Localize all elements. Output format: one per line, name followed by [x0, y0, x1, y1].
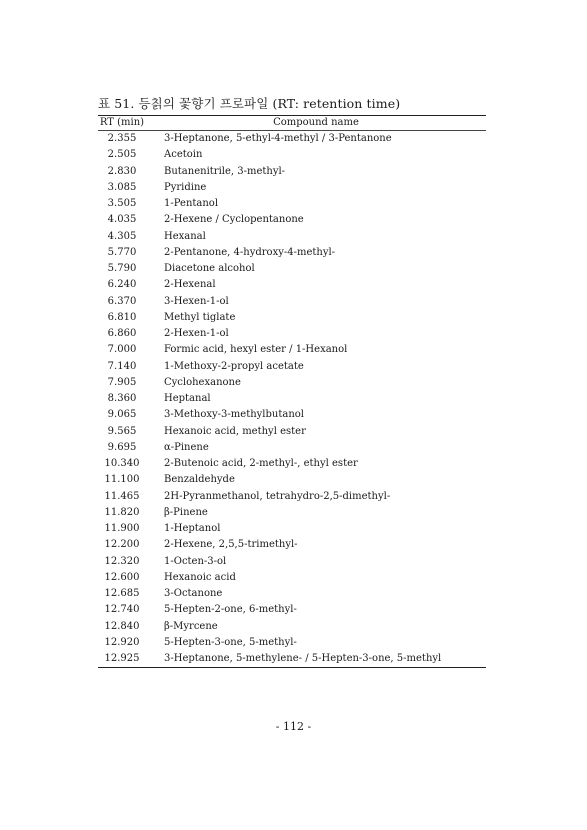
rt-cell: 5.770	[107, 246, 137, 258]
table-row	[98, 147, 486, 163]
table-row	[98, 310, 486, 326]
compound-name-cell: 3-Octanone	[164, 588, 223, 599]
rt-cell: 6.810	[107, 311, 137, 323]
rt-cell: 11.100	[104, 474, 140, 486]
rt-cell: 12.920	[104, 636, 140, 648]
rt-cell: 8.360	[107, 393, 137, 404]
rt-cell: 9.065	[107, 409, 137, 421]
compound-name-cell: 3-Hexen-1-ol	[164, 295, 229, 307]
rt-cell: 2.830	[107, 165, 137, 177]
compound-name-cell: Methyl tiglate	[164, 311, 236, 323]
table-row	[98, 277, 486, 293]
rt-cell: 12.320	[104, 555, 140, 567]
rt-cell: 2.355	[107, 133, 137, 144]
rt-cell: 12.685	[104, 588, 140, 599]
compound-name-cell: 3-Methoxy-3-methylbutanol	[164, 409, 304, 421]
compound-name-cell: 3-Heptanone, 5-methylene- / 5-Hepten-3-one, 5-methyl	[164, 653, 442, 664]
rt-cell: 6.370	[107, 295, 137, 307]
rt-cell: 7.140	[107, 360, 137, 372]
compound-name-cell: Diacetone alcohol	[164, 263, 255, 274]
compound-name-cell: 5-Hepten-3-one, 5-methyl-	[164, 636, 297, 648]
rt-cell: 2.505	[107, 149, 137, 161]
table-row	[98, 196, 486, 212]
table-row	[98, 554, 486, 570]
compound-table	[98, 115, 486, 668]
page-number: - 112 -	[275, 720, 312, 733]
rt-cell: 3.505	[107, 198, 137, 209]
table-row	[98, 261, 486, 277]
table-row	[98, 570, 486, 586]
compound-name-cell: Hexanoic acid, methyl ester	[164, 425, 306, 437]
compound-name-cell: 1-Octen-3-ol	[164, 555, 227, 567]
rt-cell: 12.600	[104, 571, 140, 583]
compound-name-cell: β-Pinene	[164, 506, 208, 518]
table-row	[98, 375, 486, 391]
compound-name-cell: 1-Methoxy-2-propyl acetate	[164, 360, 304, 372]
compound-name-cell: β-Myrcene	[164, 620, 218, 632]
table-row	[98, 326, 486, 342]
compound-name-cell: 1-Heptanol	[164, 523, 221, 534]
table-row	[98, 342, 486, 358]
table-body	[98, 131, 486, 667]
table-header	[98, 116, 486, 131]
compound-name-cell: 2-Hexen-1-ol	[164, 328, 229, 339]
compound-name-cell: α-Pinene	[164, 441, 209, 453]
compound-name-cell: Benzaldehyde	[164, 474, 235, 486]
rt-cell: 11.900	[104, 523, 140, 534]
table-row	[98, 440, 486, 456]
compound-name-cell: 5-Hepten-2-one, 6-methyl-	[164, 604, 297, 616]
compound-name-cell: Acetoin	[164, 149, 203, 161]
rt-cell: 4.035	[107, 214, 137, 226]
compound-name-cell: Hexanal	[164, 230, 206, 242]
table-row	[98, 294, 486, 310]
rt-cell: 12.925	[104, 653, 140, 664]
compound-name-cell: 2-Hexene / Cyclopentanone	[164, 214, 304, 226]
table-row	[98, 602, 486, 618]
table-row	[98, 180, 486, 196]
compound-name-cell: Hexanoic acid	[164, 571, 236, 583]
table-row	[98, 164, 486, 180]
compound-name-cell: 2-Pentanone, 4-hydroxy-4-methyl-	[164, 246, 336, 258]
table-row	[98, 424, 486, 440]
table-caption: 표 51. 등칡의 꽃향기 프로파일 (RT: retention time)	[98, 96, 401, 111]
table-row	[98, 619, 486, 635]
table-row	[98, 212, 486, 228]
rt-cell: 11.820	[104, 506, 140, 518]
compound-name-cell: Butanenitrile, 3-methyl-	[164, 165, 286, 177]
rt-cell: 9.565	[107, 425, 137, 437]
table-row	[98, 489, 486, 505]
compound-name-cell: Pyridine	[164, 181, 207, 193]
header-compound-name: Compound name	[273, 117, 359, 128]
table-row	[98, 229, 486, 245]
rt-cell: 4.305	[107, 230, 137, 242]
table-row	[98, 359, 486, 375]
table-row	[98, 521, 486, 537]
table-row	[98, 635, 486, 651]
compound-name-cell: 2-Hexene, 2,5,5-trimethyl-	[164, 539, 298, 551]
rt-cell: 9.695	[107, 441, 137, 453]
rt-cell: 12.840	[104, 620, 140, 632]
compound-name-cell: 2-Hexenal	[164, 279, 216, 291]
compound-name-cell: Formic acid, hexyl ester / 1-Hexanol	[164, 344, 348, 356]
table-row	[98, 245, 486, 261]
rt-cell: 3.085	[107, 181, 137, 193]
rt-cell: 5.790	[107, 263, 137, 274]
rt-cell: 11.465	[104, 490, 140, 502]
compound-name-cell: 2H-Pyranmethanol, tetrahydro-2,5-dimethyl-	[164, 490, 391, 502]
table-row	[98, 131, 486, 147]
table-row	[98, 391, 486, 407]
rt-cell: 12.200	[104, 539, 140, 551]
rt-cell: 6.240	[107, 279, 137, 291]
table-row	[98, 505, 486, 521]
compound-name-cell: 1-Pentanol	[164, 198, 219, 209]
compound-name-cell: 2-Butenoic acid, 2-methyl-, ethyl ester	[164, 458, 358, 469]
table-row	[98, 537, 486, 553]
table-row	[98, 586, 486, 602]
table-row	[98, 456, 486, 472]
header-rt: RT (min)	[99, 117, 145, 128]
table-row	[98, 651, 486, 667]
table-row	[98, 472, 486, 488]
rt-cell: 7.905	[107, 376, 137, 388]
rt-cell: 7.000	[107, 344, 137, 356]
compound-name-cell: 3-Heptanone, 5-ethyl-4-methyl / 3-Pentanone	[164, 133, 392, 144]
compound-name-cell: Heptanal	[164, 393, 211, 404]
compound-name-cell: Cyclohexanone	[164, 376, 241, 388]
rt-cell: 12.740	[104, 604, 140, 616]
rt-cell: 6.860	[107, 328, 137, 339]
table-row	[98, 407, 486, 423]
rt-cell: 10.340	[104, 458, 140, 469]
